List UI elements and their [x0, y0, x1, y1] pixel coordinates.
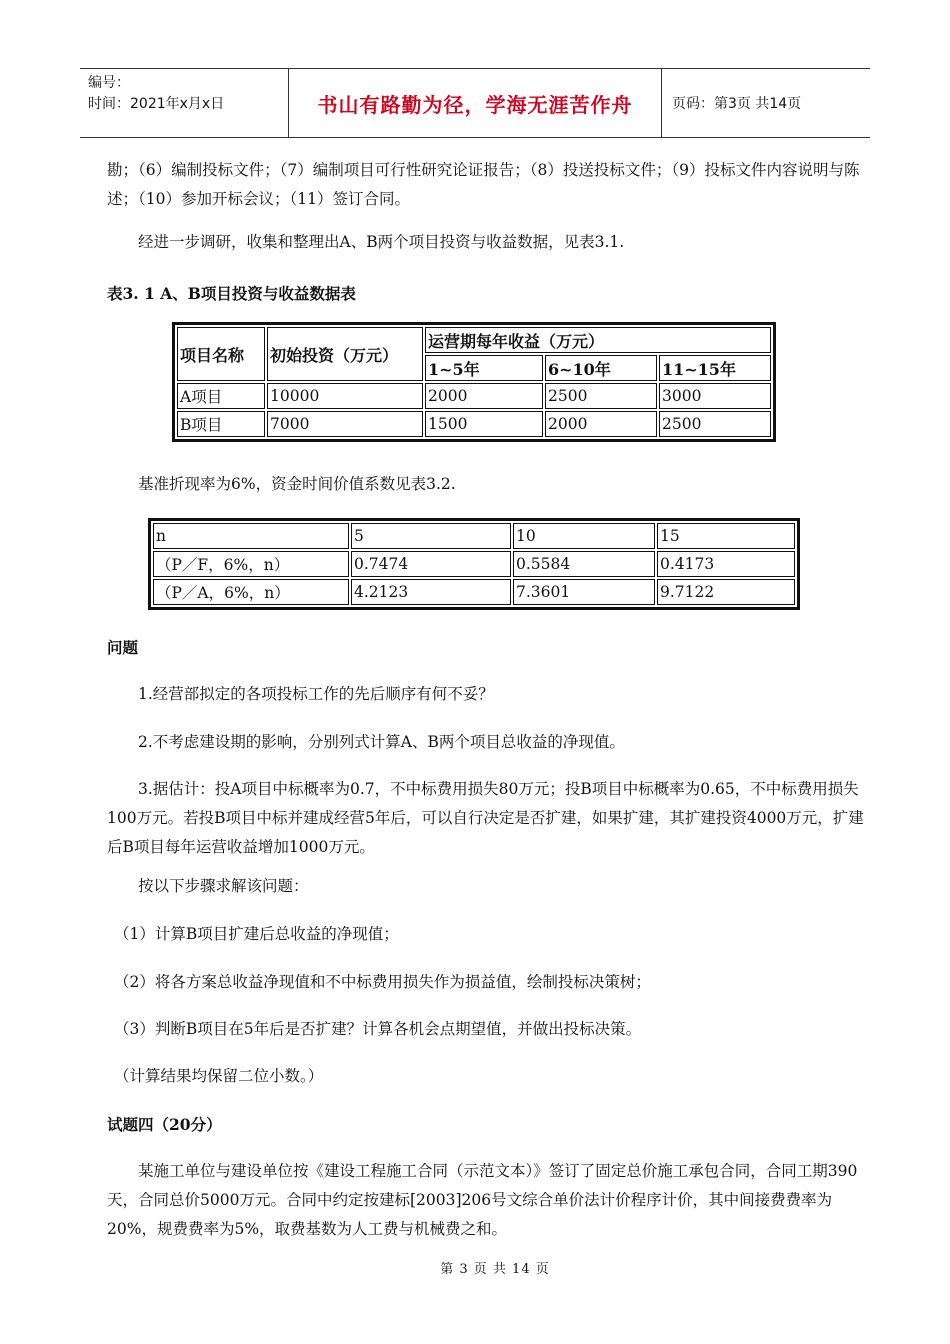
- document-date: 时间：2021年x月x日: [88, 96, 225, 112]
- paragraph-survey: 经进一步调研，收集和整理出A、B两个项目投资与收益数据，见表3.1.: [138, 233, 625, 251]
- table-header-years-11-15: 11~15年: [659, 355, 771, 381]
- steps-intro: 按以下步骤求解该问题：: [138, 877, 309, 895]
- time-value-factor-table: [148, 518, 800, 610]
- table1-title: 表3. 1 A、B项目投资与收益数据表: [107, 284, 356, 303]
- table-cell: 2000: [425, 383, 543, 409]
- table-row: [153, 551, 795, 577]
- table-cell: 0.7474: [351, 551, 511, 577]
- table-cell: 5: [351, 523, 511, 549]
- question-3: 3.据估计：投A项目中标概率为0.7，不中标费用损失80万元；投B项目中标概率为0.65，不中标费用损失100万元。若投B项目中标并建成经营5年后，可以自行决定是否扩建，如果扩建，其扩建投资4000万元，扩建后B项目每年运营收益增加1000万元。: [107, 780, 864, 856]
- table-cell: 9.7122: [657, 579, 795, 605]
- table-cell: （P／F，6%，n）: [153, 551, 349, 577]
- table-row: [153, 579, 795, 605]
- page-header: [80, 68, 870, 138]
- table-row: [177, 411, 771, 437]
- table-cell: 2500: [545, 383, 657, 409]
- paragraph-discount-rate: 基准折现率为6%，资金时间价值系数见表3.2.: [138, 475, 456, 493]
- section-4-title: 试题四（20分）: [107, 1115, 222, 1134]
- table-cell: （P／A，6%，n）: [153, 579, 349, 605]
- table-cell: 7000: [267, 411, 423, 437]
- investment-revenue-table: [172, 322, 776, 442]
- step-2: （2）将各方案总收益净现值和不中标费用损失作为损益值，绘制投标决策树；: [114, 973, 651, 991]
- page-footer: 第 3 页 共 14 页: [440, 1262, 550, 1277]
- table-cell: 1500: [425, 411, 543, 437]
- table-cell: 0.4173: [657, 551, 795, 577]
- table-header-project-name: 项目名称: [177, 327, 265, 381]
- rounding-note: （计算结果均保留二位小数。）: [114, 1067, 324, 1085]
- table-header-years-6-10: 6~10年: [545, 355, 657, 381]
- table-row: [177, 383, 771, 409]
- header-motto: 书山有路勤为径，学海无涯苦作舟: [289, 69, 662, 137]
- header-page-info: 页码：第3页 共14页: [672, 96, 802, 112]
- step-1: （1）计算B项目扩建后总收益的净现值；: [114, 925, 399, 943]
- paragraph-bidding-steps: 勘；（6）编制投标文件；（7）编制项目可行性研究论证报告；（8）投送投标文件；（9）投标文件内容说明与陈述；（10）参加开标会议；（11）签订合同。: [107, 161, 860, 208]
- table-header-row: [153, 523, 795, 549]
- table-cell: 7.3601: [513, 579, 655, 605]
- table-cell: n: [153, 523, 349, 549]
- table-cell: 10000: [267, 383, 423, 409]
- table-cell: 0.5584: [513, 551, 655, 577]
- table-cell: 3000: [659, 383, 771, 409]
- questions-heading: 问题: [107, 638, 139, 657]
- table-cell: 2500: [659, 411, 771, 437]
- table-header-annual-revenue: 运营期每年收益（万元）: [425, 327, 771, 353]
- table-cell: A项目: [177, 383, 265, 409]
- header-meta: [80, 69, 289, 137]
- question-2: 2.不考虑建设期的影响，分别列式计算A、B两个项目总收益的净现值。: [138, 733, 625, 751]
- document-number-label: 编号：: [88, 75, 130, 91]
- question-1: 1.经营部拟定的各项投标工作的先后顺序有何不妥？: [138, 685, 494, 703]
- table-cell: 15: [657, 523, 795, 549]
- step-3: （3）判断B项目在5年后是否扩建？计算各机会点期望值，并做出投标决策。: [114, 1020, 642, 1038]
- table-cell: 4.2123: [351, 579, 511, 605]
- table-header-initial-investment: 初始投资（万元）: [267, 327, 423, 381]
- table-header-years-1-5: 1~5年: [425, 355, 543, 381]
- table-cell: 10: [513, 523, 655, 549]
- table-cell: 2000: [545, 411, 657, 437]
- table-cell: B项目: [177, 411, 265, 437]
- paragraph-contract: 某施工单位与建设单位按《建设工程施工合同（示范文本）》签订了固定总价施工承包合同，合同工期390天，合同总价5000万元。合同中约定按建标[2003]206号文综合单价法计价程序计价，其中间接费费率为20%，规费费率为5%，取费基数为人工费与机械费之和。: [107, 1162, 858, 1238]
